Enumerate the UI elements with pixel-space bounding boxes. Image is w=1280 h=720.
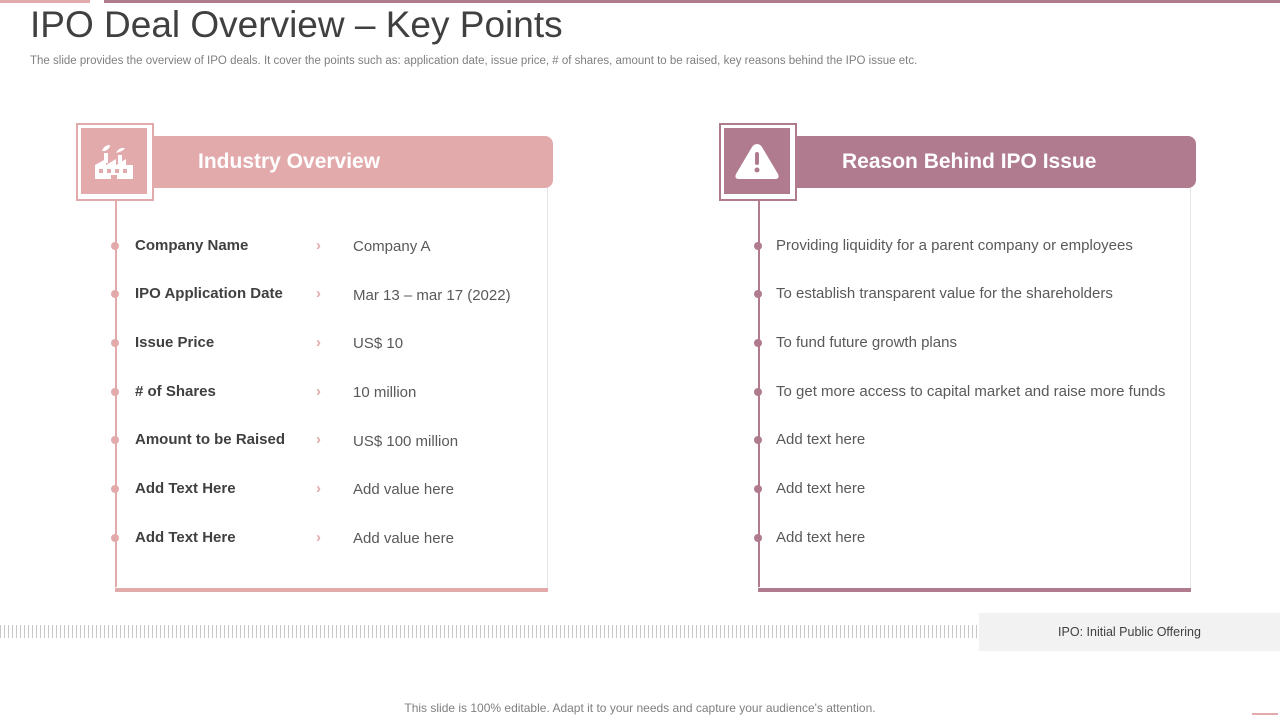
warning-icon-frame (719, 123, 797, 201)
hatch-divider (0, 625, 978, 638)
reason-text: To get more access to capital market and raise more funds (776, 383, 1166, 400)
reason-behind-ipo-header (785, 136, 1196, 188)
reason-text: Add text here (776, 529, 866, 546)
chevron-right-icon: › (316, 285, 321, 302)
industry-overview-header (142, 136, 553, 188)
bullet-dot (111, 388, 119, 396)
list-item (0, 478, 560, 502)
row-value: US$ 100 million (353, 433, 459, 450)
list-item (750, 478, 1270, 502)
reason-text: Providing liquidity for a parent company or employees (776, 237, 1133, 254)
bullet-dot (111, 485, 119, 493)
card-bottom-accent (115, 588, 548, 592)
footer-text: This slide is 100% editable. Adapt it to your needs and capture your audience's attention. (404, 701, 876, 715)
row-label: Company Name (135, 237, 249, 254)
row-label: # of Shares (135, 383, 216, 400)
bullet-dot (754, 436, 762, 444)
list-item (750, 527, 1270, 551)
bullet-dot (111, 534, 119, 542)
row-label: Amount to be Raised (135, 431, 286, 448)
bullet-dot (754, 485, 762, 493)
list-item (750, 381, 1270, 405)
abbreviation-note-text: IPO: Initial Public Offering (1058, 625, 1201, 639)
reason-text: To fund future growth plans (776, 334, 957, 351)
row-label: IPO Application Date (135, 285, 283, 302)
page-subtitle: The slide provides the overview of IPO deals. It cover the points such as: application date, issue price, # of shares, amount to be raised, key reasons behind the IPO issue etc. (30, 55, 918, 67)
reason-behind-ipo-title: Reason Behind IPO Issue (842, 150, 1097, 173)
row-label: Issue Price (135, 334, 215, 351)
reason-text: To establish transparent value for the shareholders (776, 285, 1113, 302)
list-item (750, 429, 1270, 453)
bullet-dot (754, 290, 762, 298)
list-item (750, 283, 1270, 307)
reason-text: Add text here (776, 431, 866, 448)
row-label: Add Text Here (135, 480, 236, 497)
factory-icon (81, 128, 147, 194)
chevron-right-icon: › (316, 237, 321, 254)
list-item (0, 283, 560, 307)
row-value: Company A (353, 238, 431, 255)
row-value: US$ 10 (353, 335, 404, 352)
list-item (0, 381, 560, 405)
chevron-right-icon: › (316, 431, 321, 448)
industry-overview-title: Industry Overview (198, 150, 381, 173)
chevron-right-icon: › (316, 334, 321, 351)
bullet-dot (111, 339, 119, 347)
top-accent-bar-left (0, 0, 90, 3)
bullet-dot (754, 339, 762, 347)
reason-text: Add text here (776, 480, 866, 497)
bullet-dot (111, 290, 119, 298)
row-label: Add Text Here (135, 529, 236, 546)
bullet-dot (754, 534, 762, 542)
card-bottom-accent (758, 588, 1191, 592)
row-value: 10 million (353, 384, 417, 401)
factory-icon-frame (76, 123, 154, 201)
top-accent-bar-right (104, 0, 1280, 3)
abbreviation-note (979, 613, 1280, 651)
chevron-right-icon: › (316, 529, 321, 546)
list-item (0, 429, 560, 453)
warning-triangle-icon (724, 128, 790, 194)
bullet-dot (754, 242, 762, 250)
row-value: Add value here (353, 530, 454, 547)
list-item (0, 527, 560, 551)
chevron-right-icon: › (316, 480, 321, 497)
chevron-right-icon: › (316, 383, 321, 400)
list-item (750, 332, 1270, 356)
bullet-dot (754, 388, 762, 396)
list-item (750, 235, 1270, 259)
page-title: IPO Deal Overview – Key Points (30, 4, 563, 45)
list-item (0, 332, 560, 356)
bullet-dot (111, 436, 119, 444)
row-value: Mar 13 – mar 17 (2022) (353, 287, 511, 304)
row-value: Add value here (353, 481, 454, 498)
list-item (0, 235, 560, 259)
bullet-dot (111, 242, 119, 250)
corner-accent (1252, 713, 1278, 715)
